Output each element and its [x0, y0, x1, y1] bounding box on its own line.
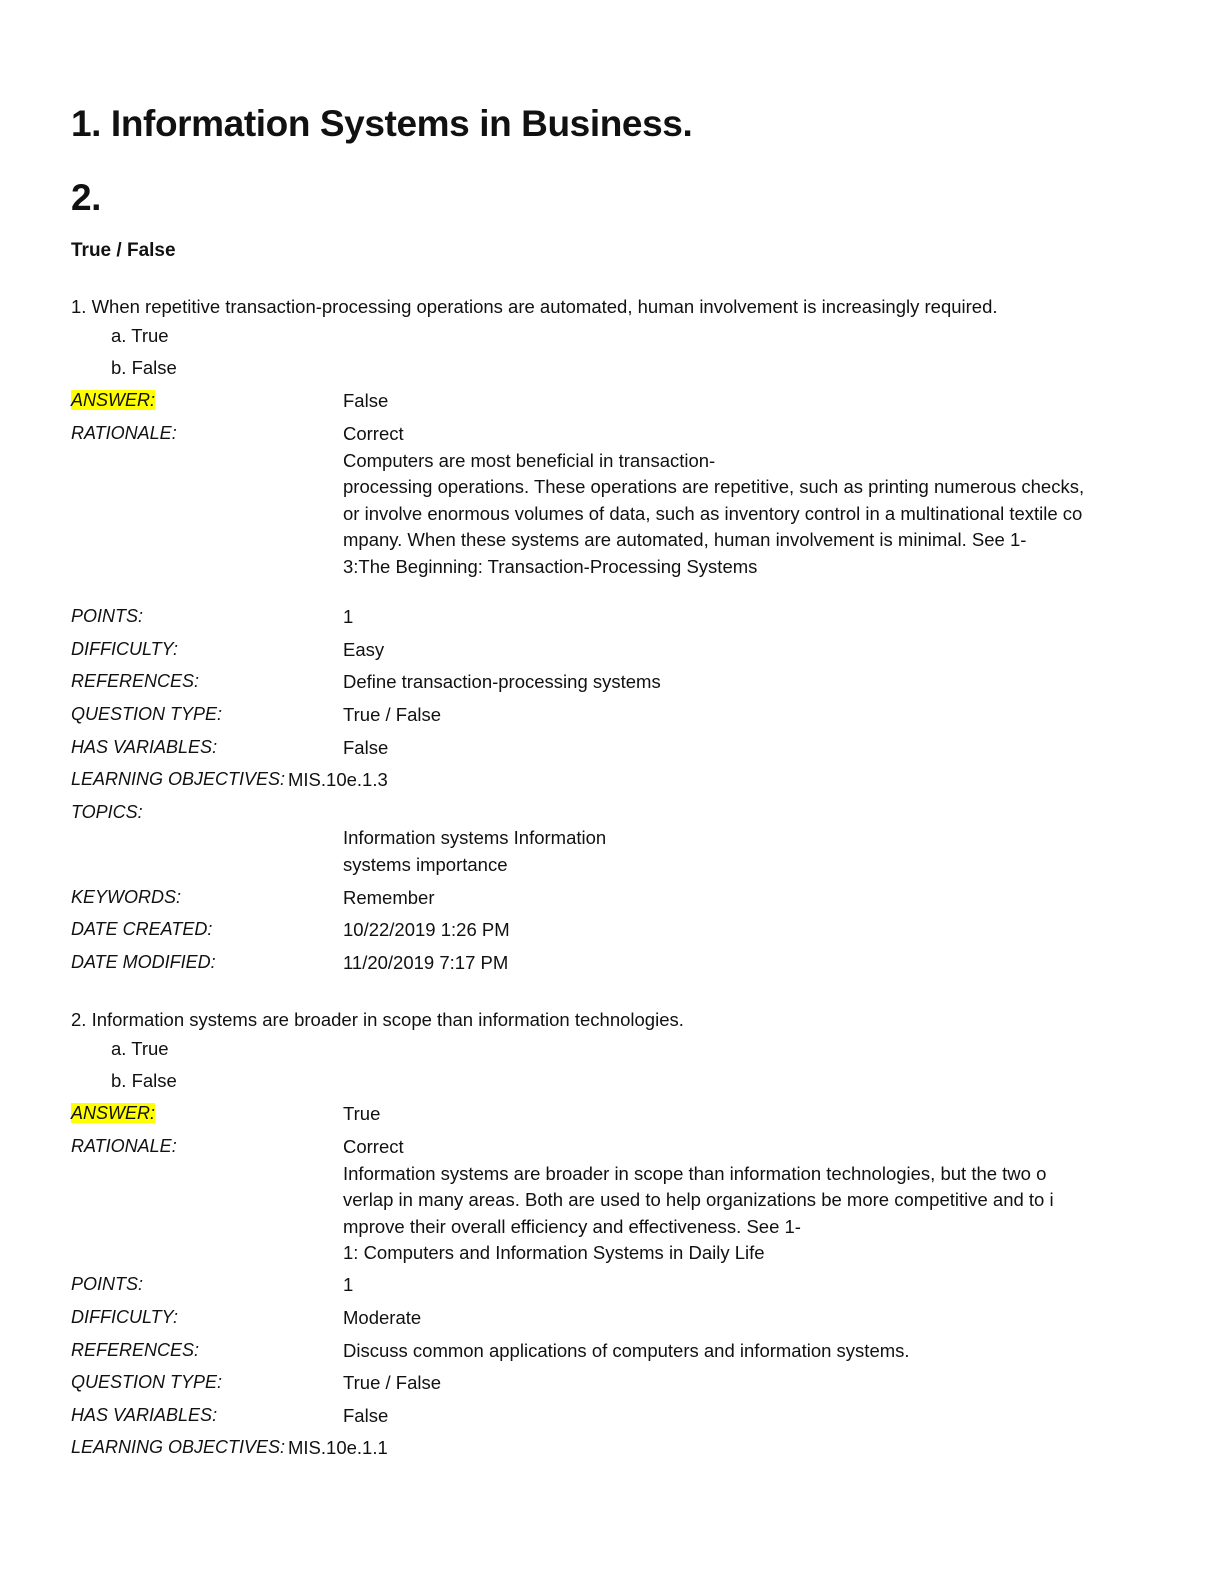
question-2-has-variables-label: HAS VARIABLES:	[71, 1405, 218, 1425]
question-1-references-label: REFERENCES:	[71, 671, 200, 691]
question-2-prompt: 2. Information systems are broader in scope than information technologies.	[71, 1009, 684, 1030]
question-1-date-modified: 11/20/2019 7:17 PM	[343, 952, 509, 973]
section-subtitle: True / False	[71, 240, 176, 261]
rationale-line: mprove their overall efficiency and effectiveness. See 1-	[343, 1215, 801, 1237]
question-1-rationale	[343, 421, 1084, 580]
question-1-answer: False	[343, 390, 389, 411]
question-2-rationale	[343, 1134, 1054, 1267]
question-1-keywords-label: KEYWORDS:	[71, 887, 182, 907]
question-1-topics-label: TOPICS:	[71, 802, 143, 822]
question-1-has-variables-label: HAS VARIABLES:	[71, 737, 218, 757]
rationale-line: 3:The Beginning: Transaction-Processing Systems	[343, 555, 758, 577]
question-1-has-variables: False	[343, 737, 389, 758]
question-1-learning-objectives-label: LEARNING OBJECTIVES:	[71, 769, 286, 789]
question-2-references-label: REFERENCES:	[71, 1340, 200, 1360]
question-1-learning-objectives: MIS.10e.1.3	[288, 769, 388, 790]
question-1-prompt: 1. When repetitive transaction-processing operations are automated, human involvement is increasingly required.	[71, 296, 998, 317]
question-1-difficulty: Easy	[343, 639, 385, 660]
question-2-points-label: POINTS:	[71, 1274, 144, 1294]
question-1-question-type-label: QUESTION TYPE:	[71, 704, 223, 724]
document-title: 1. Information Systems in Business.	[71, 103, 693, 144]
question-1-topics	[343, 825, 606, 878]
question-2-points: 1	[343, 1274, 354, 1295]
question-2-option-b: b. False	[111, 1070, 177, 1091]
question-1-question-type: True / False	[343, 704, 442, 725]
rationale-line: mpany. When these systems are automated, human involvement is minimal. See 1-	[343, 529, 1027, 550]
rationale-line: Correct	[343, 423, 404, 444]
question-2-difficulty-label: DIFFICULTY:	[71, 1307, 178, 1327]
question-2-answer: True	[343, 1103, 381, 1124]
question-1-difficulty-label: DIFFICULTY:	[71, 639, 178, 659]
question-2-rationale-label: RATIONALE:	[71, 1136, 177, 1156]
question-1-references: Define transaction-processing systems	[343, 671, 661, 692]
question-1-date-modified-label: DATE MODIFIED:	[71, 952, 216, 972]
rationale-line: Computers are most beneficial in transaction-	[343, 449, 716, 471]
question-2-question-type: True / False	[343, 1372, 442, 1393]
question-2-learning-objectives: MIS.10e.1.1	[288, 1437, 388, 1458]
rationale-line: processing operations. These operations are repetitive, such as printing numerous checks,	[343, 476, 1085, 497]
rationale-line: Information systems are broader in scope than information technologies, but the two o	[343, 1162, 1047, 1184]
question-2-answer-label: ANSWER:	[71, 1103, 156, 1123]
rationale-line: or involve enormous volumes of data, such as inventory control in a multinational textile co	[343, 502, 1083, 524]
question-1-points-label: POINTS:	[71, 606, 144, 626]
question-1-option-a: a. True	[111, 325, 169, 346]
rationale-line: 1: Computers and Information Systems in Daily Life	[343, 1242, 765, 1263]
question-2-references: Discuss common applications of computers and information systems.	[343, 1340, 910, 1361]
rationale-line: Correct	[343, 1136, 404, 1157]
question-1-date-created-label: DATE CREATED:	[71, 919, 213, 939]
question-1-points: 1	[343, 606, 354, 627]
question-2-difficulty: Moderate	[343, 1307, 422, 1328]
question-2-option-a: a. True	[111, 1038, 169, 1059]
topics-line: systems importance	[343, 853, 508, 875]
rationale-line: verlap in many areas. Both are used to help organizations be more competitive and to i	[343, 1189, 1054, 1210]
question-2-learning-objectives-label: LEARNING OBJECTIVES:	[71, 1437, 286, 1457]
question-1-rationale-label: RATIONALE:	[71, 423, 177, 443]
question-2-has-variables: False	[343, 1405, 389, 1426]
question-2-question-type-label: QUESTION TYPE:	[71, 1372, 223, 1392]
question-1-option-b: b. False	[111, 357, 177, 378]
question-1-date-created: 10/22/2019 1:26 PM	[343, 919, 510, 940]
section-number: 2.	[71, 177, 102, 218]
topics-line: Information systems Information	[343, 827, 607, 848]
question-1-answer-label: ANSWER:	[71, 390, 156, 410]
question-1-keywords: Remember	[343, 887, 435, 908]
